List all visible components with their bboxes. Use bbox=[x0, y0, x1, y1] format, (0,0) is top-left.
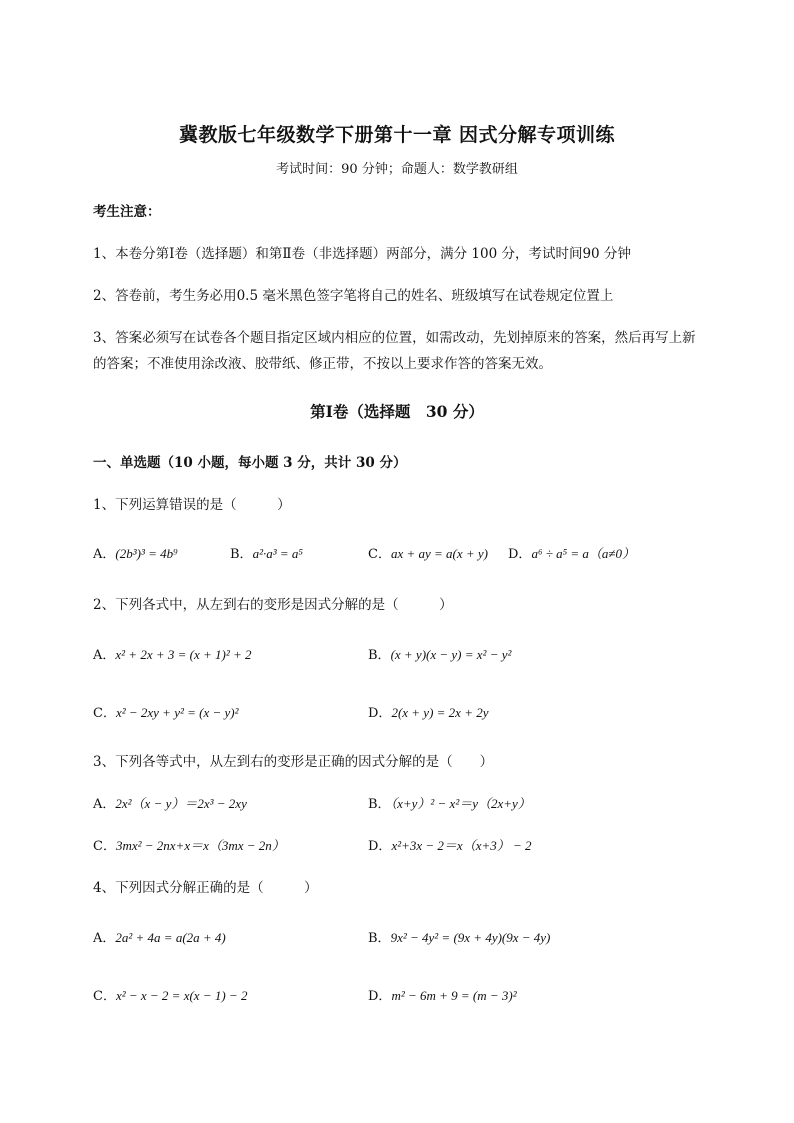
option-label: C． bbox=[93, 706, 116, 721]
option-label: C． bbox=[93, 839, 116, 854]
question-3-stem: 3、下列各等式中，从左到右的变形是正确的因式分解的是（ ） bbox=[93, 754, 494, 770]
option-label: B． bbox=[230, 547, 253, 562]
exam-title: 冀教版七年级数学下册第十一章 因式分解专项训练 bbox=[178, 124, 616, 146]
option-math: (2b³)³ = 4b⁹ bbox=[115, 546, 178, 561]
question-4-option-b bbox=[368, 927, 550, 946]
question-3-option-d bbox=[368, 835, 532, 854]
option-math: x² − x − 2 = x(x − 1) − 2 bbox=[115, 988, 248, 1003]
option-math: ax + ay = a(x + y) bbox=[390, 546, 489, 561]
notice-item-3-continued: 的答案；不准使用涂改液、胶带纸、修正带，不按以上要求作答的答案无效。 bbox=[93, 356, 552, 372]
question-1-stem: 1、下列运算错误的是（ ） bbox=[93, 497, 291, 513]
option-label: D． bbox=[368, 989, 392, 1004]
option-math: （x+y）² − x²＝y（2x+y） bbox=[390, 796, 531, 811]
option-label: B． bbox=[368, 648, 391, 663]
question-4-option-a bbox=[93, 927, 226, 946]
option-label: B． bbox=[368, 931, 391, 946]
question-2-option-d bbox=[368, 702, 489, 721]
option-label: A． bbox=[93, 547, 116, 562]
option-math: a⁶ ÷ a⁵ = a（a≠0） bbox=[531, 546, 636, 561]
option-math: x²+3x − 2＝x（x+3） − 2 bbox=[391, 838, 532, 853]
option-math: x² + 2x + 3 = (x + 1)² + 2 bbox=[115, 647, 252, 662]
question-3-option-c bbox=[93, 835, 285, 854]
question-2-option-c bbox=[93, 702, 239, 721]
option-label: C． bbox=[368, 547, 391, 562]
part-heading: 一、单选题（10 小题，每小题 3 分，共计 30 分） bbox=[93, 455, 407, 471]
option-label: C． bbox=[93, 989, 116, 1004]
option-label: A． bbox=[93, 797, 116, 812]
option-label: B． bbox=[368, 797, 391, 812]
option-math: 2x²（x − y）＝2x³ − 2xy bbox=[115, 796, 247, 811]
section-title: 第Ⅰ卷（选择题 30 分） bbox=[310, 402, 484, 421]
question-4-option-d bbox=[368, 985, 517, 1004]
option-math: 2a² + 4a = a(2a + 4) bbox=[115, 930, 226, 945]
option-math: 9x² − 4y² = (9x + 4y)(9x − 4y) bbox=[390, 930, 551, 945]
question-2-option-b bbox=[368, 644, 511, 663]
question-2-option-a bbox=[93, 644, 252, 663]
question-1-option-a bbox=[93, 543, 178, 562]
option-math: x² − 2xy + y² = (x − y)² bbox=[115, 705, 239, 720]
option-label: A． bbox=[93, 648, 116, 663]
question-2-stem: 2、下列各式中，从左到右的变形是因式分解的是（ ） bbox=[93, 597, 453, 613]
option-math: 2(x + y) = 2x + 2y bbox=[391, 705, 489, 720]
option-math: 3mx² − 2nx+x＝x（3mx − 2n） bbox=[115, 838, 285, 853]
question-4-stem: 4、下列因式分解正确的是（ ） bbox=[93, 880, 318, 896]
notice-item-1: 1、本卷分第Ⅰ卷（选择题）和第Ⅱ卷（非选择题）两部分，满分 100 分，考试时间90 分钟 bbox=[93, 246, 631, 262]
option-math: (x + y)(x − y) = x² − y² bbox=[390, 647, 512, 662]
question-4-option-c bbox=[93, 985, 247, 1004]
notice-item-2: 2、答卷前，考生务必用0.5 毫米黑色签字笔将自己的姓名、班级填写在试卷规定位置上 bbox=[93, 288, 614, 304]
exam-subtitle: 考试时间：90 分钟；命题人：数学教研组 bbox=[276, 162, 518, 177]
notice-item-3: 3、答案必须写在试卷各个题目指定区域内相应的位置，如需改动，先划掉原来的答案，然后再写上新 bbox=[93, 330, 696, 346]
question-3-option-a bbox=[93, 793, 247, 812]
option-label: D． bbox=[368, 706, 392, 721]
option-label: A． bbox=[93, 931, 116, 946]
question-1-option-d bbox=[508, 543, 635, 562]
question-3-option-b bbox=[368, 793, 531, 812]
option-label: D． bbox=[368, 839, 392, 854]
question-1-option-c bbox=[368, 543, 488, 562]
question-1-option-b bbox=[230, 543, 303, 562]
option-label: D． bbox=[508, 547, 532, 562]
notice-heading: 考生注意： bbox=[93, 204, 161, 220]
option-math: m² − 6m + 9 = (m − 3)² bbox=[391, 988, 517, 1003]
option-math: a²·a³ = a⁵ bbox=[252, 546, 303, 561]
